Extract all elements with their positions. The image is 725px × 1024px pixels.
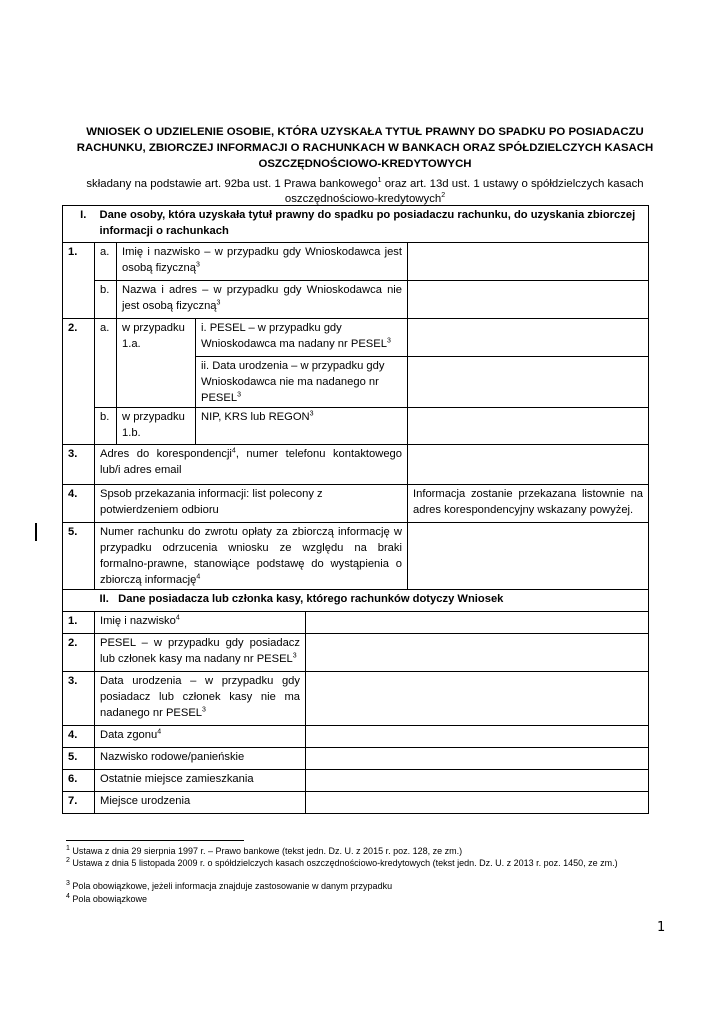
death-date-label: Data zgonu$^4$ [95, 726, 306, 748]
holder-name-field[interactable] [306, 612, 649, 634]
row-number: 4. [63, 485, 95, 523]
holder-birth-date-field[interactable] [306, 672, 649, 726]
table-row [63, 612, 649, 634]
birth-place-field[interactable] [306, 792, 649, 814]
holder-pesel-field[interactable] [306, 634, 649, 672]
row-number: 2. [63, 634, 95, 672]
maiden-name-field[interactable] [306, 748, 649, 770]
table-row [63, 485, 649, 523]
address-label: Adres do korespondencji$^4$, numer telefonu kontaktowego lub/i adres email [95, 445, 408, 485]
case-label: w przypadku 1.b. [117, 408, 196, 445]
birth-date-label: ii. Data urodzenia – w przypadku gdy Wnioskodawca nie ma nadanego nr PESEL$^3$ [196, 357, 408, 408]
table-row [63, 634, 649, 672]
holder-birth-date-label: Data urodzenia – w przypadku gdy posiadacz lub członek kasy nie ma nadanego nr PESEL$^3$ [95, 672, 306, 726]
table-row [63, 281, 649, 319]
holder-pesel-label: PESEL – w przypadku gdy posiadacz lub członek kasy ma nadany nr PESEL$^3$ [95, 634, 306, 672]
page-number: 1 [657, 920, 666, 935]
document-title: WNIOSEK O UDZIELENIE OSOBIE, KTÓRA UZYSKAŁA TYTUŁ PRAWNY DO SPADKU PO POSIADACZU RACHUNKU, ZBIORCZEJ INFORMACJI O RACHUNKACH W BANKACH ORAZ SPÓŁDZIELCZYCH KASACH OSZCZĘDNOŚCIOWO-KREDYTOWYCH [76, 126, 654, 170]
last-residence-field[interactable] [306, 770, 649, 792]
table-row [63, 523, 649, 590]
row-number: 1. [63, 243, 95, 319]
row-number: 5. [63, 748, 95, 770]
applicant-org-label: Nazwa i adres – w przypadku gdy Wnioskodawca nie jest osobą fizyczną$^3$ [117, 281, 408, 319]
birth-date-field[interactable] [408, 357, 649, 408]
row-number: 1. [63, 612, 95, 634]
last-residence-label: Ostatnie miejsce zamieszkania [95, 770, 306, 792]
pesel-label: i. PESEL – w przypadku gdy Wnioskodawca ma nadany nr PESEL$^3$ [196, 319, 408, 357]
refund-account-label: Numer rachunku do zwrotu opłaty za zbiorczą informację w przypadku odrzucenia wniosku ze względu na braki formalno-prawne, stanowiące podstawę do wystąpienia o zbiorczą informację$^4$ [95, 523, 408, 590]
nip-krs-regon-field[interactable] [408, 408, 649, 445]
case-label: w przypadku 1.a. [117, 319, 196, 408]
refund-account-field[interactable] [408, 523, 649, 590]
footnote-4: $^4$ Pola obowiązkowe [66, 893, 147, 904]
holder-name-label: Imię i nazwisko$^4$ [95, 612, 306, 634]
section-2-title: II. Dane posiadacza lub członka kasy, którego rachunków dotyczy Wniosek [95, 590, 649, 612]
footnote-separator [66, 840, 244, 841]
document-subtitle: składany na podstawie art. 92ba ust. 1 Prawa bankowego$^1$ oraz art. 13d ust. 1 ustawy o spółdzielczych kasach oszczędnościowo-kredytowych$^2$ [86, 177, 644, 205]
table-row [63, 770, 649, 792]
table-row [63, 408, 649, 445]
row-number: 6. [63, 770, 95, 792]
applicant-org-field[interactable] [408, 281, 649, 319]
row-letter: a. [95, 319, 117, 408]
row-number: 5. [63, 523, 95, 590]
death-date-field[interactable] [306, 726, 649, 748]
footnote-2: $^2$ Ustawa z dnia 5 listopada 2009 r. o spółdzielczych kasach oszczędnościowo-kredytowych (tekst jedn. Dz. U. z 2013 r. poz. 1450, ze zm.) [66, 857, 618, 868]
footnote-1: $^1$ Ustawa z dnia 29 sierpnia 1997 r. – Prawo bankowe (tekst jedn. Dz. U. z 2015 r. poz. 128, ze zm.) [66, 845, 463, 856]
nip-krs-regon-label: NIP, KRS lub REGON$^3$ [196, 408, 408, 445]
row-number: 7. [63, 792, 95, 814]
table-row [63, 319, 649, 357]
maiden-name-label: Nazwisko rodowe/panieńskie [95, 748, 306, 770]
section-2-table [62, 589, 649, 814]
delivery-method-label: Spsob przekazania informacji: list polecony z potwierdzeniem odbioru [95, 485, 408, 523]
row-letter: a. [95, 243, 117, 281]
row-number: 3. [63, 445, 95, 485]
section-1-title: Dane osoby, która uzyskała tytuł prawny do spadku po posiadaczu rachunku, do uzyskania zbiorczej informacji o rachunkach [95, 206, 649, 243]
row-number: 2. [63, 319, 95, 445]
table-row [63, 672, 649, 726]
table-row [63, 726, 649, 748]
footnote-3: $^3$ Pola obowiązkowe, jeżeli informacja znajduje zastosowanie w danym przypadku [66, 880, 393, 891]
delivery-method-value: Informacja zostanie przekazana listownie na adres korespondencyjny wskazany powyżej. [408, 485, 649, 523]
birth-place-label: Miejsce urodzenia [95, 792, 306, 814]
section-1-header [63, 206, 649, 243]
section-2-header [63, 590, 649, 612]
row-letter: b. [95, 281, 117, 319]
pesel-field[interactable] [408, 319, 649, 357]
table-row [63, 792, 649, 814]
text-cursor [35, 523, 37, 541]
row-number: 3. [63, 672, 95, 726]
table-row [63, 445, 649, 485]
section-1-number: I. [63, 206, 95, 243]
section-1-table [62, 205, 649, 590]
applicant-name-field[interactable] [408, 243, 649, 281]
row-number: 4. [63, 726, 95, 748]
address-field[interactable] [408, 445, 649, 485]
table-row [63, 748, 649, 770]
table-row [63, 243, 649, 281]
applicant-name-label: Imię i nazwisko – w przypadku gdy Wnioskodawca jest osobą fizyczną$^3$ [117, 243, 408, 281]
row-letter: b. [95, 408, 117, 445]
